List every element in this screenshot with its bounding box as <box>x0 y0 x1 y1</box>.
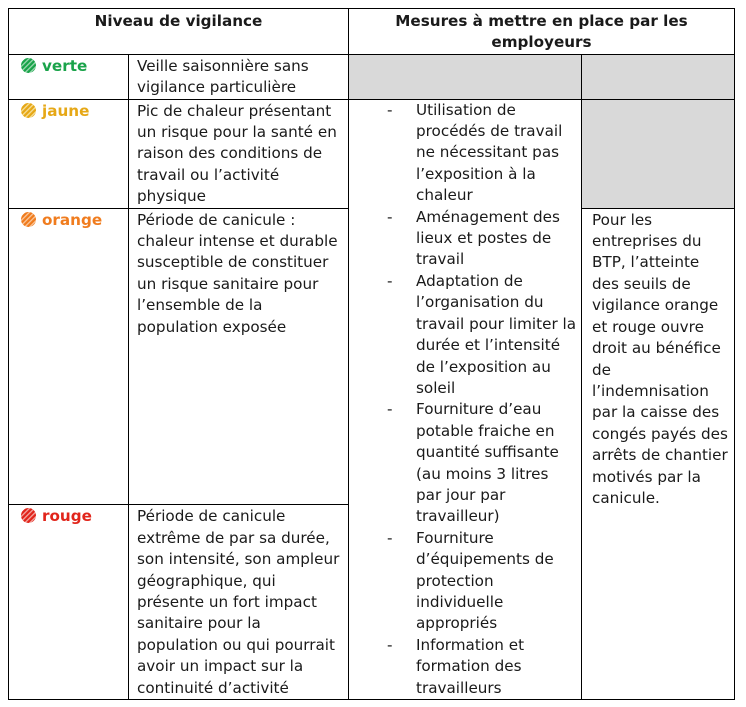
row-jaune <box>9 99 735 208</box>
dash-bullet: - <box>387 100 393 119</box>
hatched-circle-icon <box>21 58 36 73</box>
dash-bullet: - <box>387 207 393 226</box>
empty-grey-cell <box>582 54 735 99</box>
dash-bullet: - <box>387 635 393 654</box>
description-verte: Veille saisonnière sans vigilance particulière <box>129 54 349 99</box>
description-jaune: Pic de chaleur présentant un risque pour la santé en raison des conditions de travail ou l’activité physique <box>129 99 349 208</box>
level-label: verte <box>42 56 88 75</box>
measure-text: Fourniture d’eau potable fraiche en quantité suffisante (au moins 3 litres par jour par travailleur) <box>416 400 559 526</box>
hatched-circle-icon <box>21 212 36 227</box>
btp-note-cell: Pour les entreprises du BTP, l’atteinte des seuils de vigilance orange et rouge ouvre droit au bénéfice de l’indemnisation par la caisse des congés payés des arrêts de chantier motivés par la canicule. <box>582 208 735 699</box>
header-row <box>9 9 735 55</box>
level-label: orange <box>42 210 103 229</box>
empty-grey-cell <box>349 54 582 99</box>
measures-cell <box>349 99 582 699</box>
measure-item <box>349 207 577 271</box>
dash-bullet: - <box>387 528 393 547</box>
header-measures: Mesures à mettre en place par les employeurs <box>349 9 735 55</box>
empty-grey-cell <box>582 99 735 208</box>
level-verte <box>9 54 129 99</box>
measure-item <box>349 399 577 527</box>
level-label: jaune <box>42 101 90 120</box>
hatched-circle-icon <box>21 508 36 523</box>
measure-text: Fourniture d’équipements de protection individuelle appropriés <box>416 528 554 633</box>
measure-item <box>349 271 577 399</box>
level-rouge <box>9 505 129 700</box>
dash-bullet: - <box>387 271 393 290</box>
measure-text: Adaptation de l’organisation du travail pour limiter la durée et l’intensité de l’exposition au soleil <box>416 271 577 397</box>
measure-text: Information et formation des travailleurs <box>416 635 525 697</box>
measure-text: Utilisation de procédés de travail ne nécessitant pas l’exposition à la chaleur <box>416 100 563 205</box>
header-level: Niveau de vigilance <box>9 9 349 55</box>
measures-list <box>349 100 577 699</box>
level-orange <box>9 208 129 505</box>
vigilance-table <box>8 8 735 700</box>
dash-bullet: - <box>387 400 393 419</box>
description-rouge: Période de canicule extrême de par sa durée, son intensité, son ampleur géographique, qui présente un fort impact sanitaire pour la population ou qui pourrait avoir un impact sur la continuité d’activité <box>129 505 349 700</box>
row-verte <box>9 54 735 99</box>
hatched-circle-icon <box>21 103 36 118</box>
measure-item <box>349 528 577 635</box>
level-jaune <box>9 99 129 208</box>
description-orange: Période de canicule : chaleur intense et durable susceptible de constituer un risque sanitaire pour l’ensemble de la population exposée <box>129 208 349 505</box>
measure-item <box>349 100 577 207</box>
measure-item <box>349 635 577 699</box>
measure-text: Aménagement des lieux et postes de travail <box>416 207 560 269</box>
level-label: rouge <box>42 507 92 526</box>
